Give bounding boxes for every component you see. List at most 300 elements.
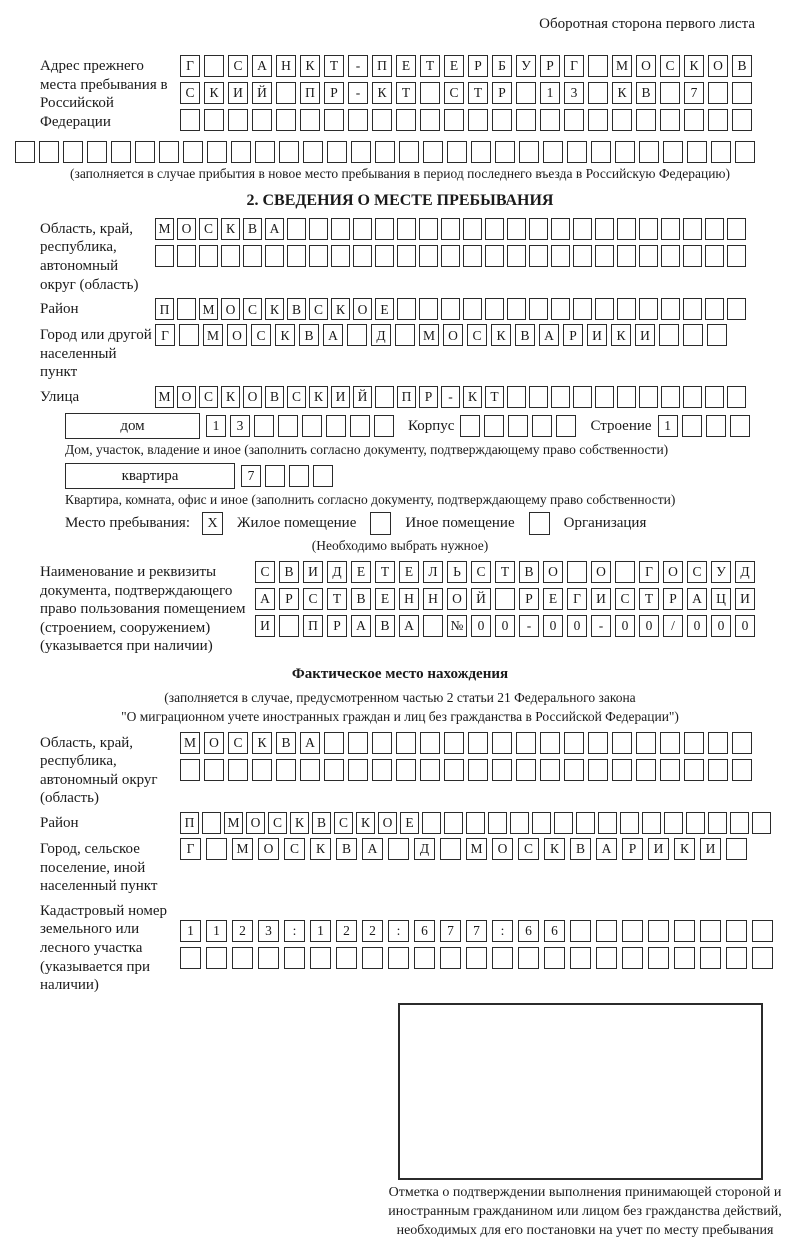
char-cell[interactable] — [752, 812, 771, 834]
char-cell[interactable]: Т — [375, 561, 395, 583]
char-cell[interactable] — [684, 109, 704, 131]
char-cell[interactable] — [573, 245, 592, 267]
char-cell[interactable] — [726, 838, 747, 860]
char-cell[interactable] — [279, 615, 299, 637]
char-cell[interactable]: 7 — [440, 920, 461, 942]
char-cell[interactable] — [326, 415, 346, 437]
char-cell[interactable] — [287, 218, 306, 240]
char-cell[interactable] — [495, 141, 515, 163]
char-cell[interactable]: 0 — [711, 615, 731, 637]
kadastr-row-1[interactable] — [180, 920, 785, 942]
char-cell[interactable]: С — [255, 561, 275, 583]
char-cell[interactable] — [492, 732, 512, 754]
char-cell[interactable] — [507, 298, 526, 320]
char-cell[interactable] — [636, 109, 656, 131]
char-cell[interactable] — [660, 732, 680, 754]
char-cell[interactable] — [276, 109, 296, 131]
char-cell[interactable] — [492, 947, 513, 969]
char-cell[interactable] — [468, 109, 488, 131]
char-cell[interactable]: Е — [444, 55, 464, 77]
char-cell[interactable]: К — [204, 82, 224, 104]
char-cell[interactable]: С — [228, 55, 248, 77]
char-cell[interactable] — [556, 415, 576, 437]
char-cell[interactable]: В — [336, 838, 357, 860]
char-cell[interactable] — [617, 386, 636, 408]
char-cell[interactable] — [708, 732, 728, 754]
char-cell[interactable]: Т — [485, 386, 504, 408]
char-cell[interactable]: М — [419, 324, 439, 346]
char-cell[interactable]: 0 — [735, 615, 755, 637]
char-cell[interactable] — [278, 415, 298, 437]
char-cell[interactable]: Й — [252, 82, 272, 104]
char-cell[interactable] — [588, 82, 608, 104]
char-cell[interactable]: А — [399, 615, 419, 637]
char-cell[interactable] — [551, 298, 570, 320]
char-cell[interactable] — [683, 218, 702, 240]
char-cell[interactable]: С — [180, 82, 200, 104]
char-cell[interactable]: 0 — [639, 615, 659, 637]
char-cell[interactable] — [551, 245, 570, 267]
char-cell[interactable] — [362, 947, 383, 969]
char-cell[interactable] — [576, 812, 595, 834]
char-cell[interactable]: Р — [419, 386, 438, 408]
char-cell[interactable]: : — [284, 920, 305, 942]
char-cell[interactable]: В — [279, 561, 299, 583]
char-cell[interactable] — [444, 759, 464, 781]
char-cell[interactable]: С — [309, 298, 328, 320]
char-cell[interactable] — [588, 732, 608, 754]
char-cell[interactable]: К — [310, 838, 331, 860]
char-cell[interactable] — [529, 386, 548, 408]
char-cell[interactable]: К — [265, 298, 284, 320]
char-cell[interactable]: В — [570, 838, 591, 860]
char-cell[interactable]: В — [276, 732, 296, 754]
char-cell[interactable]: В — [375, 615, 395, 637]
char-cell[interactable] — [303, 141, 323, 163]
char-cell[interactable]: А — [300, 732, 320, 754]
char-cell[interactable]: К — [252, 732, 272, 754]
char-cell[interactable] — [570, 947, 591, 969]
char-cell[interactable] — [180, 109, 200, 131]
char-cell[interactable] — [348, 732, 368, 754]
char-cell[interactable] — [674, 920, 695, 942]
char-cell[interactable] — [705, 218, 724, 240]
char-cell[interactable] — [612, 109, 632, 131]
char-cell[interactable]: 7 — [241, 465, 261, 487]
char-cell[interactable]: Е — [543, 588, 563, 610]
char-cell[interactable]: А — [362, 838, 383, 860]
char-cell[interactable]: М — [612, 55, 632, 77]
char-cell[interactable]: К — [300, 55, 320, 77]
char-cell[interactable] — [648, 947, 669, 969]
char-cell[interactable] — [622, 947, 643, 969]
char-cell[interactable] — [463, 298, 482, 320]
char-cell[interactable]: М — [155, 218, 174, 240]
char-cell[interactable]: С — [199, 218, 218, 240]
char-cell[interactable]: И — [635, 324, 655, 346]
char-cell[interactable]: 0 — [567, 615, 587, 637]
char-cell[interactable]: - — [441, 386, 460, 408]
char-cell[interactable]: П — [180, 812, 199, 834]
char-cell[interactable] — [324, 109, 344, 131]
char-cell[interactable]: К — [372, 82, 392, 104]
char-cell[interactable]: С — [471, 561, 491, 583]
char-cell[interactable] — [507, 245, 526, 267]
korpus-cells[interactable] — [460, 415, 580, 437]
char-cell[interactable] — [683, 298, 702, 320]
char-cell[interactable]: И — [255, 615, 275, 637]
char-cell[interactable]: 1 — [206, 920, 227, 942]
char-cell[interactable] — [265, 465, 285, 487]
char-cell[interactable] — [551, 386, 570, 408]
char-cell[interactable] — [564, 109, 584, 131]
char-cell[interactable] — [615, 561, 635, 583]
char-cell[interactable]: П — [300, 82, 320, 104]
char-cell[interactable] — [420, 759, 440, 781]
char-cell[interactable]: С — [518, 838, 539, 860]
char-cell[interactable] — [727, 245, 746, 267]
char-cell[interactable]: Е — [375, 298, 394, 320]
char-cell[interactable] — [543, 141, 563, 163]
char-cell[interactable] — [414, 947, 435, 969]
char-cell[interactable]: С — [687, 561, 707, 583]
char-cell[interactable] — [180, 759, 200, 781]
stroenie-cells[interactable] — [658, 415, 754, 437]
char-cell[interactable] — [705, 245, 724, 267]
char-cell[interactable]: / — [663, 615, 683, 637]
char-cell[interactable]: М — [199, 298, 218, 320]
char-cell[interactable]: О — [492, 838, 513, 860]
char-cell[interactable] — [730, 812, 749, 834]
char-cell[interactable] — [554, 812, 573, 834]
char-cell[interactable]: О — [243, 386, 262, 408]
char-cell[interactable] — [440, 838, 461, 860]
char-cell[interactable] — [347, 324, 367, 346]
char-cell[interactable] — [659, 324, 679, 346]
char-cell[interactable]: К — [331, 298, 350, 320]
char-cell[interactable]: М — [203, 324, 223, 346]
char-cell[interactable] — [492, 759, 512, 781]
kadastr-row-2[interactable] — [180, 947, 785, 969]
char-cell[interactable]: В — [243, 218, 262, 240]
char-cell[interactable] — [159, 141, 179, 163]
char-cell[interactable] — [331, 218, 350, 240]
char-cell[interactable] — [752, 920, 773, 942]
char-cell[interactable]: И — [228, 82, 248, 104]
char-cell[interactable] — [485, 218, 504, 240]
char-cell[interactable]: И — [303, 561, 323, 583]
char-cell[interactable] — [595, 245, 614, 267]
char-cell[interactable] — [727, 298, 746, 320]
char-cell[interactable] — [199, 245, 218, 267]
char-cell[interactable] — [375, 218, 394, 240]
char-cell[interactable] — [564, 732, 584, 754]
char-cell[interactable] — [397, 298, 416, 320]
char-cell[interactable]: О — [591, 561, 611, 583]
char-cell[interactable] — [617, 245, 636, 267]
char-cell[interactable] — [468, 732, 488, 754]
char-cell[interactable] — [353, 218, 372, 240]
char-cell[interactable]: В — [636, 82, 656, 104]
prev-address-row-2[interactable] — [180, 82, 756, 104]
char-cell[interactable]: О — [443, 324, 463, 346]
char-cell[interactable]: Ь — [447, 561, 467, 583]
char-cell[interactable]: Н — [423, 588, 443, 610]
char-cell[interactable] — [564, 759, 584, 781]
char-cell[interactable]: Р — [540, 55, 560, 77]
char-cell[interactable] — [375, 141, 395, 163]
char-cell[interactable]: О — [177, 386, 196, 408]
char-cell[interactable]: М — [180, 732, 200, 754]
char-cell[interactable] — [324, 759, 344, 781]
char-cell[interactable]: К — [612, 82, 632, 104]
char-cell[interactable]: Р — [468, 55, 488, 77]
char-cell[interactable]: Е — [375, 588, 395, 610]
char-cell[interactable]: А — [596, 838, 617, 860]
char-cell[interactable] — [588, 759, 608, 781]
char-cell[interactable]: 2 — [362, 920, 383, 942]
char-cell[interactable] — [468, 759, 488, 781]
char-cell[interactable]: К — [491, 324, 511, 346]
char-cell[interactable] — [588, 109, 608, 131]
char-cell[interactable] — [179, 324, 199, 346]
char-cell[interactable]: Т — [420, 55, 440, 77]
char-cell[interactable] — [466, 812, 485, 834]
char-cell[interactable] — [687, 141, 707, 163]
char-cell[interactable] — [135, 141, 155, 163]
char-cell[interactable] — [388, 838, 409, 860]
char-cell[interactable]: Р — [519, 588, 539, 610]
char-cell[interactable]: А — [265, 218, 284, 240]
char-cell[interactable] — [708, 109, 728, 131]
char-cell[interactable] — [351, 141, 371, 163]
char-cell[interactable] — [420, 732, 440, 754]
char-cell[interactable] — [615, 141, 635, 163]
char-cell[interactable]: К — [463, 386, 482, 408]
char-cell[interactable] — [372, 109, 392, 131]
char-cell[interactable] — [300, 759, 320, 781]
char-cell[interactable]: О — [177, 218, 196, 240]
char-cell[interactable] — [596, 947, 617, 969]
char-cell[interactable] — [419, 245, 438, 267]
char-cell[interactable] — [660, 109, 680, 131]
char-cell[interactable]: А — [252, 55, 272, 77]
char-cell[interactable] — [484, 415, 504, 437]
char-cell[interactable] — [444, 812, 463, 834]
char-cell[interactable]: 1 — [310, 920, 331, 942]
char-cell[interactable] — [353, 245, 372, 267]
char-cell[interactable] — [700, 920, 721, 942]
char-cell[interactable] — [732, 759, 752, 781]
char-cell[interactable] — [276, 759, 296, 781]
raion-row[interactable] — [155, 298, 785, 320]
char-cell[interactable]: С — [660, 55, 680, 77]
char-cell[interactable]: 7 — [684, 82, 704, 104]
char-cell[interactable] — [63, 141, 83, 163]
char-cell[interactable]: С — [251, 324, 271, 346]
char-cell[interactable] — [420, 109, 440, 131]
char-cell[interactable] — [206, 947, 227, 969]
char-cell[interactable] — [508, 415, 528, 437]
char-cell[interactable]: А — [687, 588, 707, 610]
char-cell[interactable] — [302, 415, 322, 437]
fact-oblast-row-2[interactable] — [180, 759, 785, 781]
checkbox-inoe[interactable] — [370, 512, 391, 535]
char-cell[interactable] — [441, 298, 460, 320]
char-cell[interactable] — [683, 245, 702, 267]
char-cell[interactable]: 3 — [258, 920, 279, 942]
char-cell[interactable]: С — [467, 324, 487, 346]
char-cell[interactable] — [221, 245, 240, 267]
char-cell[interactable] — [567, 141, 587, 163]
char-cell[interactable] — [732, 82, 752, 104]
char-cell[interactable]: С — [334, 812, 353, 834]
ulitsa-row[interactable] — [155, 386, 785, 408]
char-cell[interactable]: С — [287, 386, 306, 408]
char-cell[interactable] — [310, 947, 331, 969]
char-cell[interactable]: 0 — [495, 615, 515, 637]
char-cell[interactable]: Т — [327, 588, 347, 610]
char-cell[interactable]: К — [684, 55, 704, 77]
char-cell[interactable] — [540, 109, 560, 131]
char-cell[interactable] — [518, 947, 539, 969]
char-cell[interactable]: Н — [399, 588, 419, 610]
char-cell[interactable]: 0 — [543, 615, 563, 637]
char-cell[interactable]: В — [312, 812, 331, 834]
char-cell[interactable] — [519, 141, 539, 163]
char-cell[interactable]: Е — [351, 561, 371, 583]
char-cell[interactable] — [639, 298, 658, 320]
char-cell[interactable]: А — [255, 588, 275, 610]
char-cell[interactable] — [348, 759, 368, 781]
char-cell[interactable]: 0 — [615, 615, 635, 637]
char-cell[interactable]: С — [303, 588, 323, 610]
char-cell[interactable] — [471, 141, 491, 163]
char-cell[interactable] — [660, 759, 680, 781]
char-cell[interactable] — [596, 920, 617, 942]
char-cell[interactable] — [204, 55, 224, 77]
char-cell[interactable]: 3 — [230, 415, 250, 437]
char-cell[interactable] — [532, 415, 552, 437]
char-cell[interactable]: Д — [371, 324, 391, 346]
char-cell[interactable]: Т — [639, 588, 659, 610]
char-cell[interactable] — [255, 141, 275, 163]
char-cell[interactable]: К — [309, 386, 328, 408]
char-cell[interactable] — [177, 298, 196, 320]
char-cell[interactable] — [348, 109, 368, 131]
char-cell[interactable]: Е — [400, 812, 419, 834]
char-cell[interactable]: 6 — [544, 920, 565, 942]
char-cell[interactable] — [732, 732, 752, 754]
char-cell[interactable] — [313, 465, 333, 487]
char-cell[interactable]: В — [299, 324, 319, 346]
char-cell[interactable]: У — [711, 561, 731, 583]
char-cell[interactable] — [422, 812, 441, 834]
char-cell[interactable]: С — [199, 386, 218, 408]
char-cell[interactable] — [730, 415, 750, 437]
char-cell[interactable]: Т — [468, 82, 488, 104]
char-cell[interactable]: У — [516, 55, 536, 77]
char-cell[interactable] — [207, 141, 227, 163]
char-cell[interactable] — [573, 386, 592, 408]
char-cell[interactable] — [622, 920, 643, 942]
char-cell[interactable]: С — [444, 82, 464, 104]
char-cell[interactable]: 2 — [232, 920, 253, 942]
oblast-row-1[interactable] — [155, 218, 785, 240]
char-cell[interactable] — [279, 141, 299, 163]
char-cell[interactable] — [309, 245, 328, 267]
char-cell[interactable] — [620, 812, 639, 834]
char-cell[interactable] — [726, 947, 747, 969]
char-cell[interactable]: В — [515, 324, 535, 346]
char-cell[interactable] — [595, 218, 614, 240]
char-cell[interactable] — [440, 947, 461, 969]
char-cell[interactable] — [423, 141, 443, 163]
char-cell[interactable] — [183, 141, 203, 163]
char-cell[interactable] — [397, 245, 416, 267]
char-cell[interactable]: 6 — [414, 920, 435, 942]
char-cell[interactable] — [396, 759, 416, 781]
char-cell[interactable] — [252, 759, 272, 781]
char-cell[interactable]: Г — [564, 55, 584, 77]
char-cell[interactable]: 1 — [180, 920, 201, 942]
char-cell[interactable] — [507, 386, 526, 408]
char-cell[interactable]: А — [351, 615, 371, 637]
char-cell[interactable] — [441, 245, 460, 267]
char-cell[interactable]: Е — [396, 55, 416, 77]
char-cell[interactable] — [726, 920, 747, 942]
char-cell[interactable] — [87, 141, 107, 163]
char-cell[interactable] — [661, 218, 680, 240]
fact-oblast-row-1[interactable] — [180, 732, 785, 754]
char-cell[interactable] — [488, 812, 507, 834]
char-cell[interactable] — [642, 812, 661, 834]
char-cell[interactable]: Г — [639, 561, 659, 583]
char-cell[interactable] — [374, 415, 394, 437]
doc-row-2[interactable] — [255, 588, 785, 610]
char-cell[interactable] — [507, 218, 526, 240]
char-cell[interactable] — [516, 732, 536, 754]
char-cell[interactable]: Й — [471, 588, 491, 610]
char-cell[interactable]: Л — [423, 561, 443, 583]
char-cell[interactable]: : — [492, 920, 513, 942]
checkbox-zhiloe[interactable]: X — [202, 512, 223, 535]
char-cell[interactable] — [444, 109, 464, 131]
char-cell[interactable] — [375, 386, 394, 408]
char-cell[interactable]: К — [611, 324, 631, 346]
char-cell[interactable]: О — [636, 55, 656, 77]
char-cell[interactable] — [567, 561, 587, 583]
char-cell[interactable] — [595, 298, 614, 320]
char-cell[interactable] — [232, 947, 253, 969]
char-cell[interactable] — [397, 218, 416, 240]
char-cell[interactable]: 7 — [466, 920, 487, 942]
char-cell[interactable] — [598, 812, 617, 834]
char-cell[interactable]: Т — [396, 82, 416, 104]
char-cell[interactable] — [705, 386, 724, 408]
char-cell[interactable] — [485, 245, 504, 267]
char-cell[interactable]: И — [331, 386, 350, 408]
char-cell[interactable] — [708, 812, 727, 834]
char-cell[interactable]: - — [519, 615, 539, 637]
char-cell[interactable] — [591, 141, 611, 163]
char-cell[interactable] — [441, 218, 460, 240]
char-cell[interactable]: В — [287, 298, 306, 320]
checkbox-organizatsiya[interactable] — [529, 512, 550, 535]
char-cell[interactable] — [732, 109, 752, 131]
char-cell[interactable] — [155, 245, 174, 267]
char-cell[interactable] — [639, 141, 659, 163]
